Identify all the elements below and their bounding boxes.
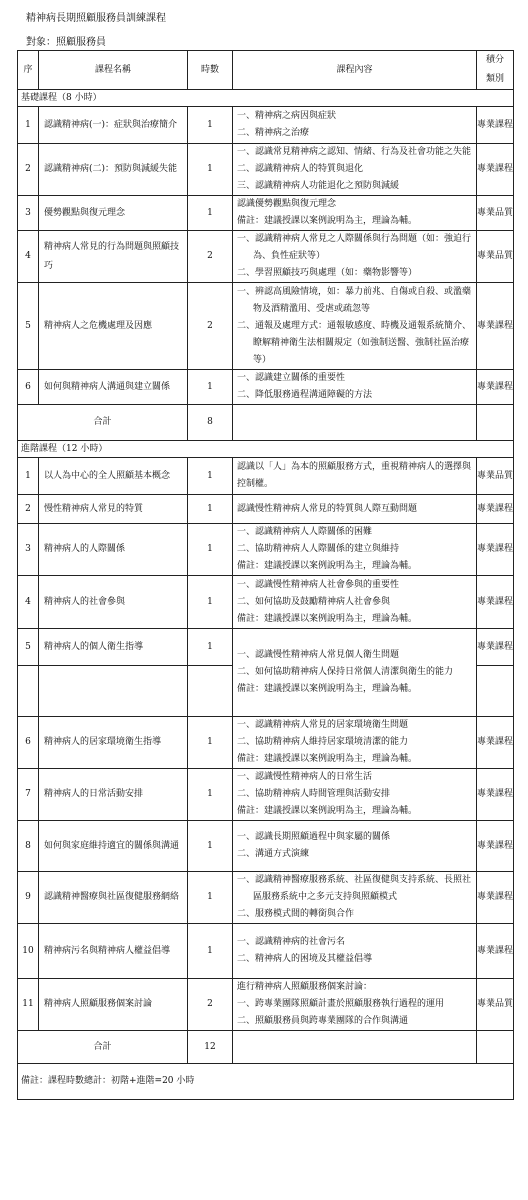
table-row [18,495,514,524]
course-seq: 5 [18,283,39,370]
total-label: 合計 [18,405,188,441]
table-row [18,458,514,495]
course-category: 專業課程 [477,107,514,144]
table-row [18,370,514,405]
course-category: 專業課程 [477,283,514,370]
empty-cell [233,405,477,441]
content-line: 二、協助精神病人人際關係的建立與維持 [237,544,400,554]
course-name: 精神病污名與精神病人權益倡導 [39,924,188,979]
table-header-row [18,51,514,90]
course-name: 如何與精神病人溝通與建立關係 [39,370,188,405]
footer-note: 備註：課程時數總計：初階+進階=20 小時 [18,1064,514,1100]
course-hours: 1 [188,769,233,821]
content-line: 二、協助精神病人維持居家環境清潔的能力 [237,737,409,747]
empty-cell [188,666,233,717]
course-name: 慢性精神病人常見的特質 [39,495,188,524]
section-title: 基礎課程（8 小時） [18,90,514,107]
total-row [18,405,514,441]
header-hours: 時數 [188,51,233,90]
table-row [18,717,514,769]
header-content: 課程內容 [233,51,477,90]
course-hours: 1 [188,196,233,231]
course-category: 專業品質 [477,458,514,495]
course-name: 精神病人的個人衛生指導 [39,629,188,666]
course-content [233,107,477,144]
content-line: 一、認識慢性精神病人常見個人衛生問題 [237,650,400,660]
content-line: 二、協助精神病人時間管理與活動安排 [237,789,391,799]
course-content [233,458,477,495]
table-row [18,196,514,231]
course-hours: 1 [188,144,233,196]
empty-cell [477,666,514,717]
footer-row [18,1064,514,1100]
course-seq: 1 [18,458,39,495]
course-name: 如何與家庭維持適宜的關係與溝通 [39,821,188,872]
course-category: 專業課程 [477,924,514,979]
course-hours: 1 [188,924,233,979]
empty-cell [477,405,514,441]
course-hours: 2 [188,979,233,1031]
table-row [18,821,514,872]
content-line: 一、認識常見精神病之認知、情緒、行為及社會功能之失能 [237,147,472,157]
content-line: 二、照顧服務員與跨專業團隊的合作與溝通 [237,1016,409,1026]
course-content [233,769,477,821]
course-content [233,872,477,924]
content-line: 一、認識精神病人人際關係的困難 [237,527,373,537]
content-line: 備註：建議授課以案例說明為主，理論為輔。 [237,216,418,226]
course-content [233,144,477,196]
course-content [233,717,477,769]
content-line: 一、跨專業團隊照顧計畫於照顧服務執行過程的運用 [237,999,445,1009]
course-seq: 9 [18,872,39,924]
course-hours: 1 [188,370,233,405]
table-row [18,769,514,821]
table-row [18,283,514,370]
course-category: 專業課程 [477,576,514,629]
course-hours: 1 [188,872,233,924]
total-label: 合計 [18,1031,188,1064]
course-name: 精神病人的居家環境衛生指導 [39,717,188,769]
course-category: 專業課程 [477,821,514,872]
course-seq: 4 [18,576,39,629]
course-hours: 1 [188,107,233,144]
course-hours: 1 [188,576,233,629]
course-name: 精神病人的社會參與 [39,576,188,629]
content-line: 二、認識精神病人的特質與退化 [237,164,364,174]
course-category: 專業課程 [477,370,514,405]
header-name: 課程名稱 [39,51,188,90]
content-line: 二、服務模式間的轉銜與合作 [237,909,355,919]
course-category: 專業品質 [477,979,514,1031]
empty-cell [233,1031,477,1064]
empty-cell [39,666,188,717]
content-line: 一、認識慢性精神病人的日常生活 [237,772,373,782]
content-line: 一、認識長期照顧過程中與家屬的關係 [237,832,391,842]
course-seq: 5 [18,629,39,666]
section-title: 進階課程（12 小時） [18,441,514,458]
course-seq: 3 [18,524,39,576]
course-content [233,495,477,524]
course-seq: 6 [18,717,39,769]
content-line: 認識慢性精神病人常見的特質與人際互動問題 [237,503,418,514]
course-name: 認識精神醫療與社區復健服務網絡 [39,872,188,924]
table-row [18,144,514,196]
course-hours: 1 [188,495,233,524]
course-content [233,524,477,576]
content-line: 二、精神病人的困境及其權益倡導 [237,954,373,964]
content-line: 一、認識精神病的社會污名 [237,937,346,947]
course-content [233,924,477,979]
course-name: 精神病人常見的行為問題與照顧技巧 [39,231,188,283]
course-category: 專業課程 [477,872,514,924]
table-row [18,629,514,666]
course-category: 專業課程 [477,629,514,666]
table-row [18,231,514,283]
course-name: 以人為中心的全人照顧基本概念 [39,458,188,495]
content-line: 認識以「人」為本的照顧服務方式，重視精神病人的選擇與控制權。 [237,462,472,489]
table-row [18,979,514,1031]
course-name: 認識精神病(二)：預防與減緩失能 [39,144,188,196]
course-hours: 1 [188,629,233,666]
target-audience: 對象：照顧服務員 [26,37,106,48]
content-line: 備註：建議授課以案例說明為主，理論為輔。 [237,754,418,764]
course-seq: 3 [18,196,39,231]
course-content [233,370,477,405]
course-name: 精神病人之危機處理及因應 [39,283,188,370]
course-hours: 1 [188,458,233,495]
course-category: 專業課程 [477,495,514,524]
table-row [18,576,514,629]
course-content [233,629,477,717]
content-line: 一、精神病之病因與症狀 [237,111,337,121]
course-seq: 2 [18,495,39,524]
table-row [18,872,514,924]
content-line: 備註：建議授課以案例說明為主，理論為輔。 [237,561,418,571]
content-line: 二、溝通方式演練 [237,849,310,859]
content-line: 二、降低服務過程溝通障礙的方法 [237,390,373,400]
course-hours: 1 [188,524,233,576]
header-category-line2: 類別 [485,74,504,84]
content-line: 進行精神病人照顧服務個案討論： [237,982,373,992]
header-category [477,51,514,90]
empty-cell [477,1031,514,1064]
course-seq: 2 [18,144,39,196]
course-table [17,50,514,1100]
course-category: 專業品質 [477,231,514,283]
content-line: 一、認識精神醫療服務系統、社區復健與支持系統、長照社區服務系統中之多元支持與照顧模式 [237,875,472,902]
course-seq: 8 [18,821,39,872]
course-name: 優勢觀點與復元理念 [39,196,188,231]
course-seq: 10 [18,924,39,979]
content-line: 二、通報及處理方式：通報敏感度、時機及通報系統簡介、瞭解精神衛生法相關規定（如強制送醫、強制社區治療等） [237,320,472,365]
course-name: 精神病人照顧服務個案討論 [39,979,188,1031]
course-seq: 7 [18,769,39,821]
content-line: 二、如何協助精神病人保持日常個人清潔與衛生的能力 [237,667,454,677]
content-line: 三、認識精神病人功能退化之預防與減緩 [237,181,400,191]
course-content [233,231,477,283]
content-line: 一、辨認高風險情境，如：暴力前兆、自傷或自殺、或濫藥物及酒精濫用、受虐或疏忽等 [237,286,472,314]
content-line: 一、認識精神病人常見之人際關係與行為問題（如：強迫行為、負性症狀等） [237,234,472,261]
course-category: 專業課程 [477,717,514,769]
content-line: 二、如何協助及鼓勵精神病人社會參與 [237,596,391,607]
course-content [233,196,477,231]
course-category: 專業課程 [477,524,514,576]
content-line: 二、學習照顧技巧與處理（如：藥物影響等） [237,268,418,278]
course-hours: 2 [188,231,233,283]
course-content [233,979,477,1031]
course-seq: 4 [18,231,39,283]
course-hours: 1 [188,717,233,769]
course-category: 專業課程 [477,769,514,821]
course-seq: 11 [18,979,39,1031]
total-hours: 8 [188,405,233,441]
content-line: 備註：建議授課以案例說明為主，理論為輔。 [237,806,418,816]
content-line: 一、認識建立關係的重要性 [237,373,346,383]
course-name: 精神病人的日常活動安排 [39,769,188,821]
table-row [18,524,514,576]
course-hours: 1 [188,821,233,872]
document-title: 精神病長期照顧服務員訓練課程 [26,13,166,24]
course-seq: 6 [18,370,39,405]
header-seq: 序 [18,51,39,90]
content-line: 備註：建議授課以案例說明為主，理論為輔。 [237,613,418,624]
course-seq: 1 [18,107,39,144]
content-line: 備註：建議授課以案例說明為主，理論為輔。 [237,684,418,694]
course-name: 精神病人的人際關係 [39,524,188,576]
total-row [18,1031,514,1064]
content-line: 一、認識精神病人常見的居家環境衛生問題 [237,720,409,730]
section-row [18,90,514,107]
section-row [18,441,514,458]
table-row [18,924,514,979]
course-category: 專業品質 [477,196,514,231]
total-hours: 12 [188,1031,233,1064]
table-row [18,107,514,144]
course-content [233,821,477,872]
header-category-line1: 積分 [485,55,504,65]
course-content [233,283,477,370]
course-category: 專業課程 [477,144,514,196]
empty-cell [18,666,39,717]
course-content [233,576,477,629]
course-name: 認識精神病(一)：症狀與治療簡介 [39,107,188,144]
content-line: 認識優勢觀點與復元理念 [237,199,337,209]
content-line: 二、精神病之治療 [237,128,310,138]
course-hours: 2 [188,283,233,370]
content-line: 一、認識慢性精神病人社會參與的重要性 [237,579,400,590]
